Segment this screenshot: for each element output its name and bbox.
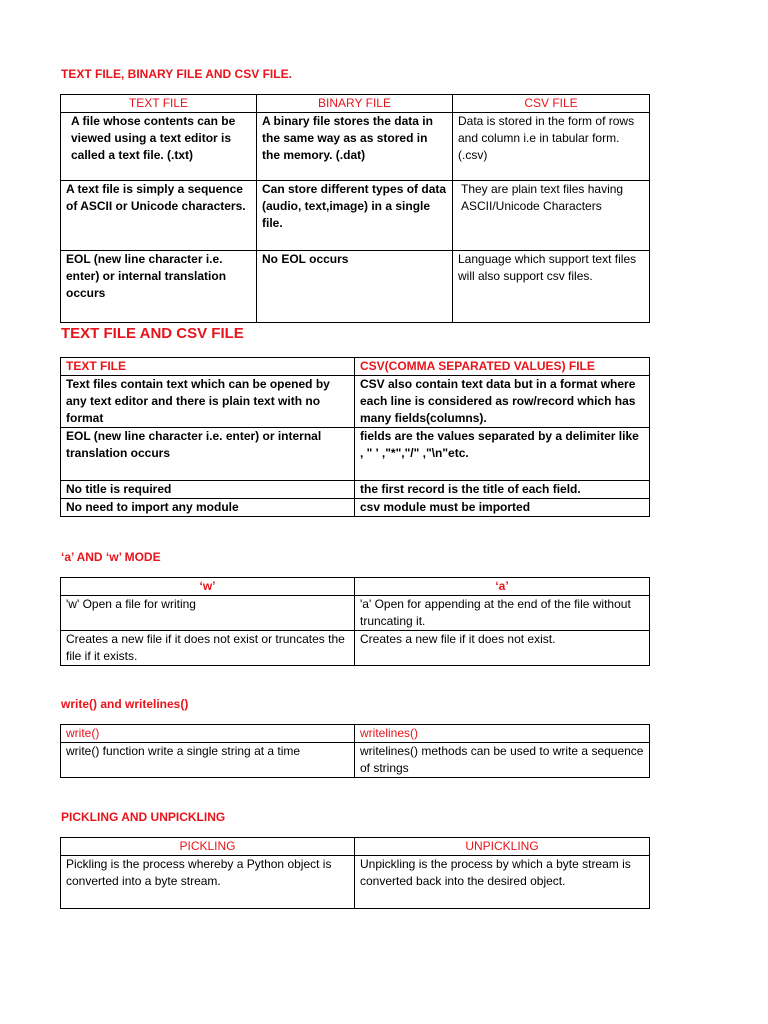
- table-header-row: [61, 578, 650, 596]
- table-cell: Language which support text files will also support csv files.: [453, 251, 650, 323]
- header-cell: PICKLING: [61, 838, 355, 856]
- table-header-row: [61, 838, 650, 856]
- table-cell: Can store different types of data (audio, text,image) in a single file.: [257, 181, 453, 251]
- section-heading-text-csv: TEXT FILE AND CSV FILE: [61, 325, 244, 342]
- table-cell: A file whose contents can be viewed using a text editor is called a text file. (.txt): [61, 113, 257, 181]
- table-cell: A text file is simply a sequence of ASCII or Unicode characters.: [61, 181, 257, 251]
- table-cell: the first record is the title of each field.: [355, 481, 650, 499]
- header-cell: TEXT FILE: [61, 358, 355, 376]
- table-cell: Pickling is the process whereby a Python object is converted into a byte stream.: [61, 856, 355, 909]
- table-cell: No title is required: [61, 481, 355, 499]
- header-cell: ‘a’: [355, 578, 650, 596]
- table-cell: write() function write a single string at a time: [61, 743, 355, 778]
- header-cell: TEXT FILE: [61, 95, 257, 113]
- table-cell: Creates a new file if it does not exist.: [355, 631, 650, 666]
- section-heading-text-binary-csv: TEXT FILE, BINARY FILE AND CSV FILE.: [61, 67, 292, 81]
- table-cell: Data is stored in the form of rows and column i.e in tabular form. (.csv): [453, 113, 650, 181]
- comparison-table-text-csv: [60, 357, 650, 517]
- header-cell: write(): [61, 725, 355, 743]
- header-cell: UNPICKLING: [355, 838, 650, 856]
- table-cell: writelines() methods can be used to write a sequence of strings: [355, 743, 650, 778]
- header-cell: ‘w’: [61, 578, 355, 596]
- comparison-table-pickling: [60, 837, 650, 909]
- table-header-row: [61, 725, 650, 743]
- table-cell: EOL (new line character i.e. enter) or internal translation occurs: [61, 251, 257, 323]
- table-cell: No EOL occurs: [257, 251, 453, 323]
- header-cell: writelines(): [355, 725, 650, 743]
- table-row: [61, 596, 650, 631]
- table-row: [61, 856, 650, 909]
- table-cell: They are plain text files having ASCII/Unicode Characters: [453, 181, 650, 251]
- table-cell: A binary file stores the data in the same way as as stored in the memory. (.dat): [257, 113, 453, 181]
- table-cell: csv module must be imported: [355, 499, 650, 517]
- table-row: [61, 113, 650, 181]
- table-row: [61, 181, 650, 251]
- table-row: [61, 499, 650, 517]
- table-cell: CSV also contain text data but in a format where each line is considered as row/record which has many fields(columns).: [355, 376, 650, 428]
- section-heading-pickling: PICKLING AND UNPICKLING: [61, 810, 226, 824]
- table-cell: Unpickling is the process by which a byte stream is converted back into the desired object.: [355, 856, 650, 909]
- table-row: [61, 631, 650, 666]
- table-cell: 'w' Open a file for writing: [61, 596, 355, 631]
- table-row: [61, 743, 650, 778]
- table-header-row: [61, 358, 650, 376]
- table-cell: No need to import any module: [61, 499, 355, 517]
- table-cell: Text files contain text which can be opened by any text editor and there is plain text with no format: [61, 376, 355, 428]
- table-row: [61, 481, 650, 499]
- table-cell: 'a' Open for appending at the end of the file without truncating it.: [355, 596, 650, 631]
- table-row: [61, 376, 650, 428]
- comparison-table-write-writelines: [60, 724, 650, 778]
- section-heading-a-w-mode: ‘a’ AND ‘w’ MODE: [61, 550, 161, 564]
- section-heading-write-writelines: write() and writelines(): [61, 697, 189, 711]
- table-header-row: [61, 95, 650, 113]
- table-row: [61, 428, 650, 481]
- header-cell: BINARY FILE: [257, 95, 453, 113]
- comparison-table-text-binary-csv: [60, 94, 650, 323]
- table-cell: EOL (new line character i.e. enter) or internal translation occurs: [61, 428, 355, 481]
- header-cell: CSV FILE: [453, 95, 650, 113]
- table-cell: Creates a new file if it does not exist or truncates the file if it exists.: [61, 631, 355, 666]
- table-row: [61, 251, 650, 323]
- header-cell: CSV(COMMA SEPARATED VALUES) FILE: [355, 358, 650, 376]
- table-cell: fields are the values separated by a delimiter like , " ' ,"*","/" ,"\n"etc.: [355, 428, 650, 481]
- comparison-table-a-w-mode: [60, 577, 650, 666]
